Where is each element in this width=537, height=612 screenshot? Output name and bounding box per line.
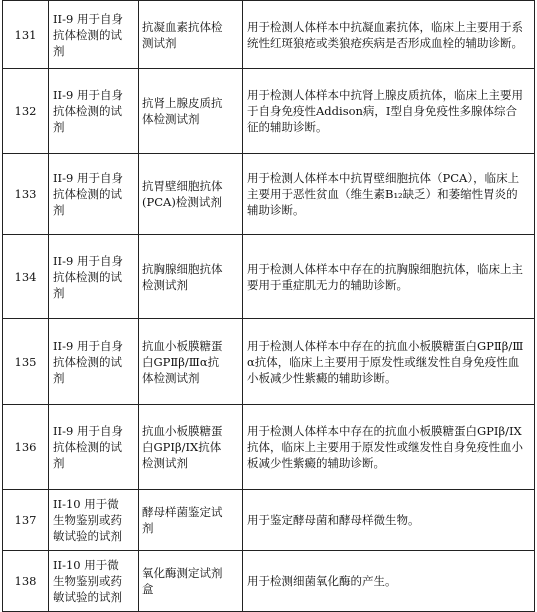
row-number: 131 [3,1,49,69]
table-row [3,154,535,235]
product-name-cell: 抗血小板膜糖蛋 白GPIβ/IX抗体 检测试剂 [139,405,243,490]
intended-use-cell: 用于检测人体样本中存在的抗血小板膜糖蛋白GPⅡβ/Ⅲα抗体，临床上主要用于原发性或继发性自身免疫性血小板减少性紫癜的辅助诊断。 [243,319,535,405]
product-name-cell: 氧化酶测定试剂 盒 [139,551,243,612]
table-row [3,1,535,69]
intended-use-cell: 用于检测人体样本中存在的抗血小板膜糖蛋白GPIβ/IX抗体，临床上主要用于原发性或继发性自身免疫性血小板减少性紫癜的辅助诊断。 [243,405,535,490]
category-cell: II-9 用于自身 抗体检测的试 剂 [49,405,139,490]
table-row [3,319,535,405]
intended-use-cell: 用于检测人体样本中存在的抗胸腺细胞抗体，临床上主要用于重症肌无力的辅助诊断。 [243,235,535,319]
category-cell: II-9 用于自身 抗体检测的试 剂 [49,1,139,69]
row-number: 137 [3,490,49,551]
row-number: 138 [3,551,49,612]
row-number: 136 [3,405,49,490]
intended-use-cell: 用于鉴定酵母菌和酵母样微生物。 [243,490,535,551]
table-row [3,69,535,154]
product-name-cell: 抗胃壁细胞抗体 (PCA)检测试剂 [139,154,243,235]
category-cell: II-10 用于微 生物鉴别或药 敏试验的试剂 [49,551,139,612]
intended-use-cell: 用于检测人体样本中抗胃壁细胞抗体（PCA），临床上主要用于恶性贫血（维生素B₁₂缺乏）和萎缩性胃炎的辅助诊断。 [243,154,535,235]
category-cell: II-9 用于自身 抗体检测的试 剂 [49,319,139,405]
table-row [3,405,535,490]
intended-use-cell: 用于检测人体样本中抗凝血素抗体，临床上主要用于系统性红斑狼疮或类狼疮疾病是否形成血栓的辅助诊断。 [243,1,535,69]
intended-use-cell: 用于检测细菌氧化酶的产生。 [243,551,535,612]
table-row [3,490,535,551]
category-cell: II-9 用于自身 抗体检测的试 剂 [49,235,139,319]
row-number: 133 [3,154,49,235]
product-name-cell: 抗血小板膜糖蛋 白GPⅡβ/Ⅲα抗 体检测试剂 [139,319,243,405]
product-name-cell: 抗肾上腺皮质抗 体检测试剂 [139,69,243,154]
category-cell: II-9 用于自身 抗体检测的试 剂 [49,69,139,154]
device-catalog-table [2,0,535,612]
row-number: 132 [3,69,49,154]
product-name-cell: 抗胸腺细胞抗体 检测试剂 [139,235,243,319]
row-number: 134 [3,235,49,319]
product-name-cell: 酵母样菌鉴定试 剂 [139,490,243,551]
intended-use-cell: 用于检测人体样本中抗肾上腺皮质抗体，临床上主要用于自身免疫性Addison病，I型自身免疫性多腺体综合征的辅助诊断。 [243,69,535,154]
table-row [3,551,535,612]
category-cell: II-10 用于微 生物鉴别或药 敏试验的试剂 [49,490,139,551]
table-row [3,235,535,319]
product-name-cell: 抗凝血素抗体检 测试剂 [139,1,243,69]
row-number: 135 [3,319,49,405]
category-cell: II-9 用于自身 抗体检测的试 剂 [49,154,139,235]
